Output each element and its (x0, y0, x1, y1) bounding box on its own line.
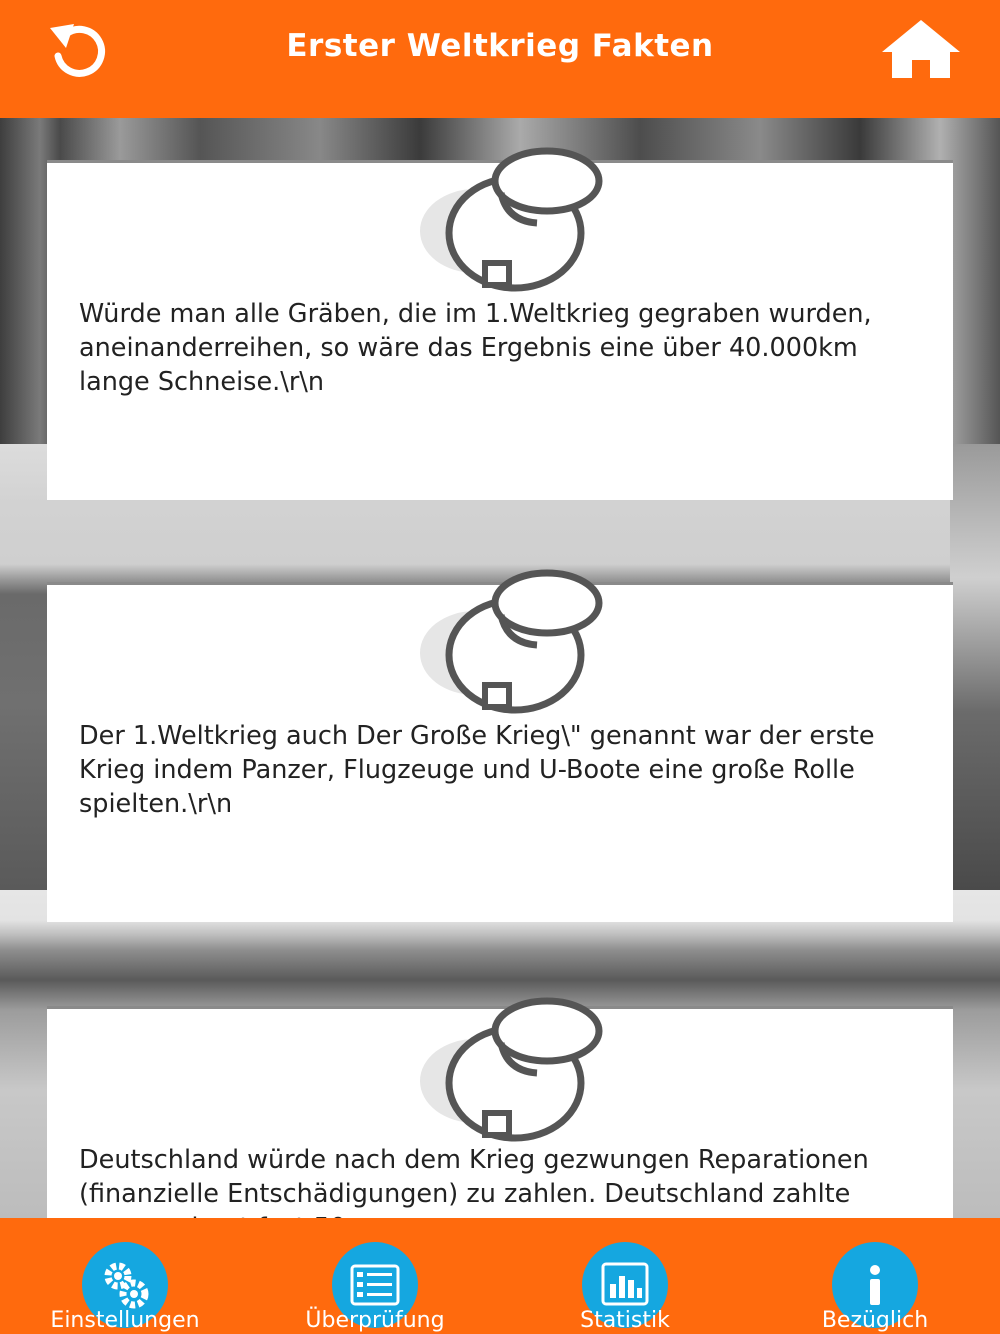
checklist-icon (348, 1258, 402, 1312)
info-icon (848, 1258, 902, 1312)
page-title: Erster Weltkrieg Fakten (286, 28, 714, 64)
pushpin-icon (417, 123, 607, 293)
tab-statistik[interactable] (500, 1218, 750, 1334)
fact-text: Der 1.Weltkrieg auch Der Große Krieg\" genannt war der erste Krieg indem Panzer, Flugzeuge und U-Boote eine große Rolle spielten.\r\n (79, 721, 875, 819)
tab-label: Bezüglich (821, 1308, 929, 1333)
header-bar (0, 0, 1000, 118)
pushpin-icon (417, 545, 607, 715)
tab-label: Statistik (580, 1308, 670, 1333)
fact-card (47, 1006, 953, 1220)
pushpin-icon (417, 973, 607, 1143)
home-icon[interactable] (880, 18, 962, 80)
bar-chart-icon (598, 1258, 652, 1312)
fact-card (47, 160, 953, 500)
fact-card (47, 582, 953, 922)
tab-ueberpruefung[interactable] (250, 1218, 500, 1334)
tab-einstellungen[interactable] (0, 1218, 250, 1334)
fact-text: Würde man alle Gräben, die im 1.Weltkrieg gegraben wurden, aneinanderreihen, so wäre das Ergebnis eine über 40.000km lange Schneise.\r\n (79, 299, 872, 397)
fact-text: Deutschland würde nach dem Krieg gezwungen Reparationen (finanzielle Entschädigungen) zu zahlen. Deutschland zahlte (79, 1145, 869, 1209)
gears-icon (98, 1258, 152, 1312)
background-photo-ship (950, 444, 1000, 890)
tab-label: Einstellungen (50, 1308, 200, 1333)
bottom-tab-bar (0, 1218, 1000, 1334)
tab-bezueglich[interactable] (750, 1218, 1000, 1334)
tab-label: Überprüfung (305, 1308, 445, 1333)
